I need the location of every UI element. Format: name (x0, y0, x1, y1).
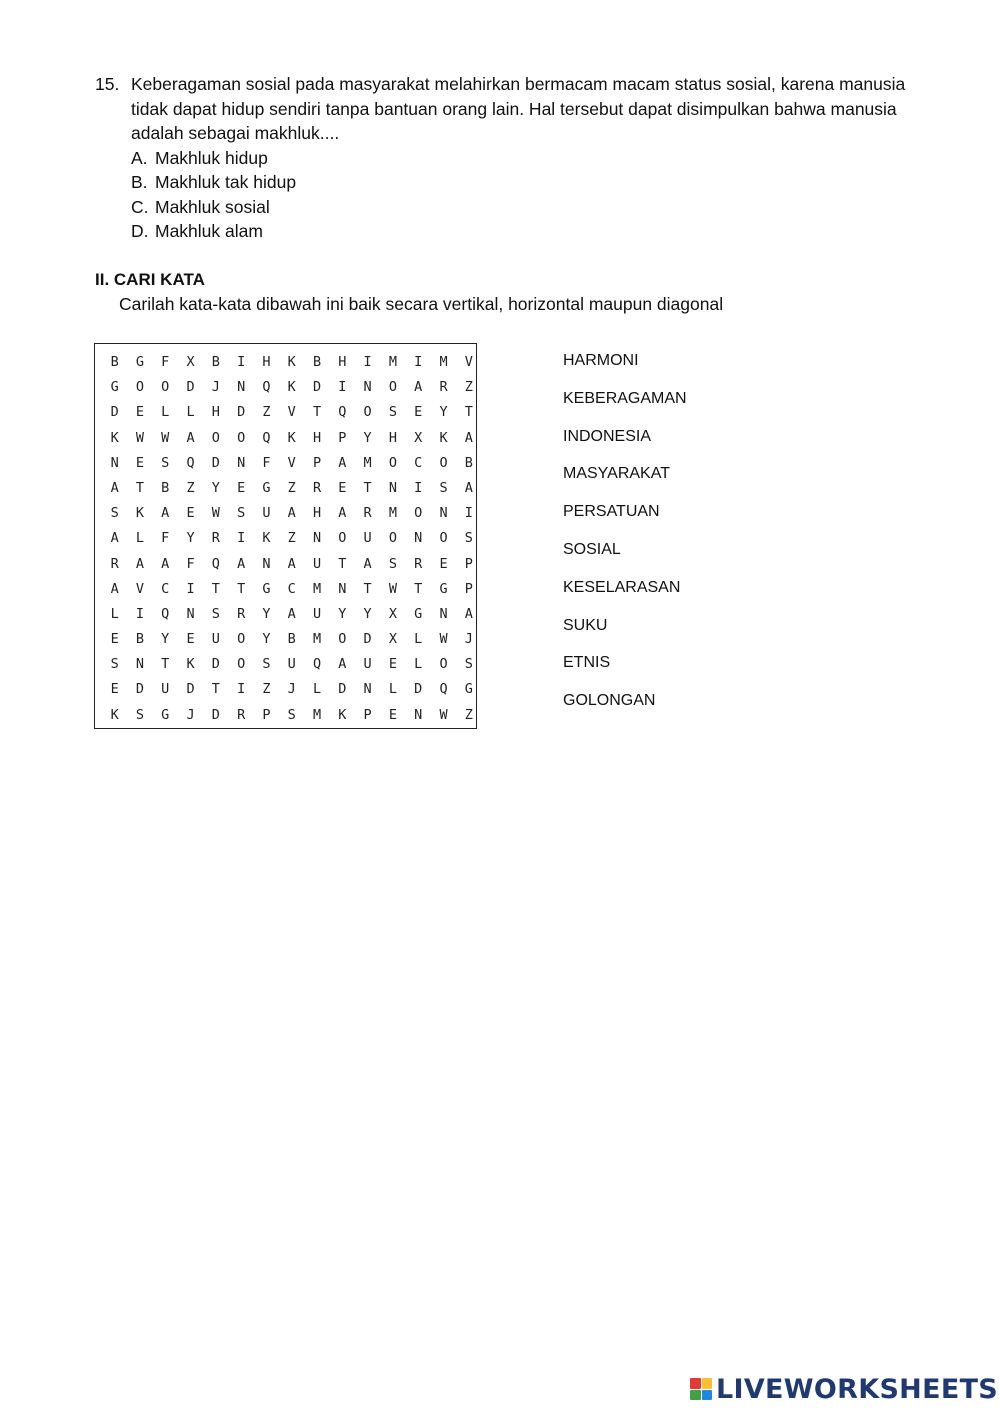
question-text: Keberagaman sosial pada masyarakat melahirkan bermacam macam status sosial, karena manusia tidak dapat hidup sendiri tanpa bantuan orang lain. Hal tersebut dapat disimpulkan bahwa manusia adalah sebagai makhluk.... (131, 74, 906, 143)
grid-letter[interactable]: M (439, 354, 448, 370)
grid-letter[interactable]: H (312, 429, 322, 446)
grid-letter[interactable]: D (312, 379, 322, 396)
grid-letter[interactable]: I (414, 479, 423, 496)
grid-letter[interactable]: S (135, 706, 145, 723)
grid-letter[interactable]: T (414, 580, 423, 597)
option-text: Makhluk hidup (155, 147, 268, 168)
grid-letter[interactable]: S (110, 656, 119, 673)
grid-letter[interactable]: U (262, 505, 271, 522)
grid-letter[interactable]: B (287, 631, 296, 648)
grid-letter[interactable]: N (388, 479, 397, 496)
grid-letter[interactable]: R (439, 379, 448, 396)
grid-row (102, 602, 481, 627)
grid-letter[interactable]: A (161, 555, 170, 572)
brand-logo (690, 1374, 998, 1404)
grid-letter[interactable]: H (388, 429, 397, 446)
grid-letter[interactable]: L (110, 605, 119, 622)
grid-letter[interactable]: W (388, 580, 397, 597)
grid-letter[interactable]: O (388, 530, 397, 547)
grid-letter[interactable]: I (237, 530, 246, 547)
grid-letter[interactable]: N (439, 605, 448, 622)
word-list-item: KEBERAGAMAN (563, 389, 687, 407)
option-text: Makhluk sosial (155, 196, 270, 217)
grid-letter[interactable]: H (211, 404, 220, 421)
option-letter: B. (131, 172, 148, 193)
grid-letter[interactable]: I (338, 379, 347, 396)
question-15 (95, 72, 915, 244)
grid-letter[interactable]: I (135, 605, 145, 622)
word-list-item: MASYARAKAT (563, 465, 670, 483)
grid-letter[interactable]: P (464, 555, 473, 572)
grid-letter[interactable]: K (287, 379, 296, 396)
option-text: Makhluk tak hidup (155, 172, 297, 193)
grid-letter[interactable]: M (388, 505, 397, 522)
grid-letter[interactable]: G (135, 354, 145, 370)
grid-letter[interactable]: N (312, 530, 322, 547)
grid-letter[interactable]: H (338, 354, 347, 370)
grid-letter[interactable]: Y (363, 605, 372, 622)
grid-letter[interactable]: A (464, 605, 473, 622)
grid-letter[interactable]: S (464, 530, 473, 547)
grid-letter[interactable]: M (388, 354, 397, 370)
word-list-item: INDONESIA (563, 427, 652, 445)
grid-letter[interactable]: U (312, 555, 322, 572)
grid-letter[interactable]: K (338, 706, 347, 723)
grid-letter[interactable]: B (211, 354, 220, 370)
grid-letter[interactable]: A (135, 555, 145, 572)
grid-letter[interactable]: M (312, 706, 322, 723)
grid-letter[interactable]: O (439, 530, 448, 547)
grid-letter[interactable]: B (312, 354, 322, 370)
grid-letter[interactable]: Y (338, 605, 347, 622)
grid-letter[interactable]: P (464, 580, 473, 597)
word-list-item: ETNIS (563, 654, 611, 672)
grid-letter[interactable]: P (363, 706, 372, 723)
grid-letter[interactable]: O (388, 379, 397, 396)
section-title: II. CARI KATA (95, 270, 205, 289)
grid-letter[interactable]: Z (464, 379, 473, 396)
grid-letter[interactable]: Z (287, 479, 296, 496)
grid-letter[interactable]: D (110, 404, 119, 421)
grid-letter[interactable]: O (439, 656, 448, 673)
grid-letter[interactable]: S (211, 605, 220, 622)
grid-letter[interactable]: A (338, 454, 347, 471)
grid-letter[interactable]: X (388, 631, 397, 648)
grid-letter[interactable]: Q (186, 454, 195, 471)
grid-letter[interactable]: T (211, 580, 220, 597)
grid-letter[interactable]: L (388, 681, 397, 698)
grid-letter[interactable]: R (414, 555, 423, 572)
grid-row (102, 677, 481, 702)
grid-letter[interactable]: G (161, 706, 170, 723)
grid-letter[interactable]: O (135, 379, 145, 396)
grid-letter[interactable]: N (363, 681, 372, 698)
grid-letter[interactable]: Y (262, 631, 271, 648)
grid-letter[interactable]: K (135, 505, 145, 522)
answer-option[interactable] (131, 146, 915, 171)
grid-letter[interactable]: O (237, 631, 246, 648)
grid-letter[interactable]: E (439, 555, 448, 572)
grid-row (102, 526, 481, 551)
grid-letter[interactable]: B (110, 354, 119, 370)
grid-letter[interactable]: Q (262, 429, 271, 446)
answer-option[interactable] (131, 219, 915, 244)
grid-letter[interactable]: S (464, 656, 473, 673)
grid-letter[interactable]: E (186, 505, 195, 522)
word-search-grid (94, 343, 477, 729)
grid-letter[interactable]: Y (363, 429, 372, 446)
grid-letter[interactable]: C (161, 580, 170, 597)
grid-letter[interactable]: O (388, 454, 397, 471)
grid-letter[interactable]: O (237, 656, 246, 673)
grid-letter[interactable]: F (262, 454, 271, 471)
grid-letter[interactable]: J (186, 706, 195, 723)
word-list-item: HARMONI (563, 352, 639, 369)
grid-letter[interactable]: D (186, 681, 195, 698)
grid-letter[interactable]: V (135, 580, 145, 597)
grid-letter[interactable]: U (312, 605, 322, 622)
grid-row (102, 552, 481, 577)
word-list-item: SUKU (563, 616, 608, 634)
grid-letter[interactable]: U (211, 631, 220, 648)
grid-letter[interactable]: K (287, 354, 296, 370)
grid-letter[interactable]: E (186, 631, 195, 648)
grid-letter[interactable]: S (110, 505, 119, 522)
grid-letter[interactable]: O (414, 505, 423, 522)
grid-letter[interactable]: T (211, 681, 220, 698)
option-letter: D. (131, 221, 149, 242)
grid-letter[interactable]: L (414, 656, 423, 673)
grid-letter[interactable]: D (338, 681, 347, 698)
grid-letter[interactable]: F (161, 354, 170, 370)
answer-option[interactable] (131, 170, 915, 195)
grid-letter[interactable]: Z (287, 530, 296, 547)
grid-letter[interactable]: I (237, 354, 246, 370)
grid-letter[interactable]: U (363, 530, 372, 547)
grid-letter[interactable]: K (262, 530, 271, 547)
grid-letter[interactable]: I (363, 354, 372, 370)
grid-letter[interactable]: A (464, 479, 473, 496)
grid-letter[interactable]: S (237, 505, 246, 522)
grid-letter[interactable]: Q (161, 605, 170, 622)
grid-letter[interactable]: E (414, 404, 423, 421)
grid-letter[interactable]: T (338, 555, 347, 572)
grid-letter[interactable]: J (211, 379, 220, 396)
grid-row (102, 426, 481, 451)
grid-row (102, 627, 481, 652)
option-letter: C. (131, 196, 149, 217)
grid-letter[interactable]: U (287, 656, 296, 673)
grid-letter[interactable]: N (414, 706, 423, 723)
grid-letter[interactable]: P (262, 706, 271, 723)
grid-letter[interactable]: A (110, 580, 119, 597)
grid-row (102, 400, 481, 425)
grid-letter[interactable]: F (186, 555, 195, 572)
grid-letter[interactable]: N (186, 605, 195, 622)
grid-letter[interactable]: L (186, 404, 195, 421)
word-list-item: GOLONGAN (563, 692, 656, 710)
grid-letter[interactable]: D (186, 379, 195, 396)
grid-letter[interactable]: A (464, 429, 473, 446)
word-list-item: KESELARASAN (563, 578, 681, 596)
grid-letter[interactable]: K (186, 656, 195, 673)
grid-letter[interactable]: F (161, 530, 170, 547)
grid-letter[interactable]: Y (439, 404, 448, 421)
grid-letter[interactable]: P (338, 429, 347, 446)
grid-letter[interactable]: Z (186, 479, 195, 496)
grid-letter[interactable]: A (287, 605, 296, 622)
grid-letter[interactable]: N (414, 530, 423, 547)
grid-letter[interactable]: G (110, 379, 119, 396)
answer-options (131, 146, 915, 244)
grid-letter[interactable]: R (312, 479, 322, 496)
grid-letter[interactable]: R (237, 706, 246, 723)
grid-row (102, 375, 481, 400)
grid-letter[interactable]: G (262, 479, 271, 496)
grid-letter[interactable]: Q (338, 404, 347, 421)
grid-letter[interactable]: L (312, 681, 322, 698)
section-instruction: Carilah kata-kata dibawah ini baik secara vertikal, horizontal maupun diagonal (119, 294, 724, 314)
grid-letter[interactable]: D (211, 454, 220, 471)
grid-letter[interactable]: X (388, 605, 397, 622)
grid-letter[interactable]: K (439, 429, 448, 446)
grid-letter[interactable]: O (161, 379, 170, 396)
grid-letter[interactable]: W (439, 631, 448, 648)
grid-letter[interactable]: D (414, 681, 423, 698)
grid-letter[interactable]: A (414, 379, 423, 396)
grid-letter[interactable]: T (135, 479, 145, 496)
grid-letter[interactable]: S (439, 479, 448, 496)
grid-letter[interactable]: H (312, 505, 322, 522)
grid-letter[interactable]: R (237, 605, 246, 622)
grid-letter[interactable]: B (464, 454, 473, 471)
grid-letter[interactable]: I (186, 580, 195, 597)
grid-letter[interactable]: M (312, 631, 322, 648)
grid-letter[interactable]: R (211, 530, 220, 547)
grid-letter[interactable]: T (237, 580, 246, 597)
grid-letter[interactable]: G (439, 580, 448, 597)
grid-letter[interactable]: T (312, 404, 322, 421)
grid-letter[interactable]: S (388, 404, 397, 421)
grid-letter[interactable]: L (161, 404, 170, 421)
grid-letter[interactable]: G (262, 580, 271, 597)
grid-letter[interactable]: E (110, 631, 119, 648)
grid-letter[interactable]: Y (211, 479, 220, 496)
grid-row (102, 577, 481, 602)
grid-letter[interactable]: W (211, 505, 220, 522)
grid-letter[interactable]: A (287, 555, 296, 572)
grid-letter[interactable]: E (237, 479, 246, 496)
grid-letter[interactable]: L (135, 530, 145, 547)
grid-letter[interactable]: B (161, 479, 170, 496)
grid-letter[interactable]: O (338, 530, 347, 547)
grid-letter[interactable]: H (262, 354, 271, 370)
grid-row (102, 652, 481, 677)
grid-letter[interactable]: V (287, 404, 296, 421)
grid-letter[interactable]: G (464, 681, 473, 698)
grid-letter[interactable]: E (135, 454, 145, 471)
grid-letter[interactable]: W (161, 429, 170, 446)
word-list-item: SOSIAL (563, 540, 621, 558)
grid-letter[interactable]: I (414, 354, 423, 370)
grid-letter[interactable]: S (388, 555, 397, 572)
grid-letter[interactable]: Q (439, 681, 448, 698)
grid-letter[interactable]: S (161, 454, 170, 471)
grid-letter[interactable]: A (363, 555, 372, 572)
grid-letter[interactable]: O (363, 404, 372, 421)
grid-letter[interactable]: Y (262, 605, 271, 622)
grid-letter[interactable]: K (110, 429, 119, 446)
grid-letter[interactable]: V (464, 354, 473, 370)
grid-letter[interactable]: T (363, 479, 372, 496)
grid-letter[interactable]: A (110, 530, 119, 547)
grid-letter[interactable]: M (363, 454, 372, 471)
grid-letter[interactable]: D (211, 706, 220, 723)
option-text: Makhluk alam (155, 221, 263, 242)
grid-row (102, 350, 481, 375)
grid-letter[interactable]: X (186, 354, 195, 370)
grid-letter[interactable]: Q (262, 379, 271, 396)
grid-row (102, 501, 481, 526)
grid-letter[interactable]: O (211, 429, 220, 446)
grid-letter[interactable]: P (312, 454, 322, 471)
grid-row (102, 703, 481, 728)
grid-letter[interactable]: V (287, 454, 296, 471)
grid-letter[interactable]: N (237, 454, 246, 471)
grid-letter[interactable]: N (338, 580, 347, 597)
grid-letter[interactable]: R (363, 505, 372, 522)
grid-letter[interactable]: D (135, 681, 145, 698)
grid-letter[interactable]: X (414, 429, 423, 446)
grid-letter[interactable]: N (110, 454, 119, 471)
grid-letter[interactable]: N (237, 379, 246, 396)
grid-letter[interactable]: A (338, 505, 347, 522)
grid-letter[interactable]: A (161, 505, 170, 522)
grid-letter[interactable]: Z (262, 681, 271, 698)
grid-letter[interactable]: Y (161, 631, 170, 648)
grid-letter[interactable]: N (135, 656, 145, 673)
grid-letter[interactable]: T (161, 656, 170, 673)
grid-letter[interactable]: O (237, 429, 246, 446)
grid-letter[interactable]: U (161, 681, 170, 698)
brand-name: LIVEWORKSHEETS (716, 1373, 999, 1405)
grid-letter[interactable]: N (363, 379, 372, 396)
grid-letter[interactable]: N (439, 505, 448, 522)
grid-letter[interactable]: I (237, 681, 246, 698)
grid-letter[interactable]: Z (262, 404, 271, 421)
grid-letter[interactable]: E (388, 656, 397, 673)
grid-letter[interactable]: D (237, 404, 246, 421)
grid-letter[interactable]: S (262, 656, 271, 673)
grid-letter[interactable]: A (338, 656, 347, 673)
grid-letter[interactable]: Z (464, 706, 473, 723)
grid-letter[interactable]: D (211, 656, 220, 673)
grid-letter[interactable]: Q (312, 656, 322, 673)
grid-letter[interactable]: Q (211, 555, 220, 572)
grid-row (102, 476, 481, 501)
grid-letter[interactable]: E (338, 479, 347, 496)
grid-letter[interactable]: E (135, 404, 145, 421)
grid-letter[interactable]: M (312, 580, 322, 597)
grid-letter[interactable]: A (186, 429, 195, 446)
grid-letter[interactable]: L (414, 631, 423, 648)
grid-letter[interactable]: N (262, 555, 271, 572)
liveworksheets-icon (690, 1378, 712, 1400)
grid-letter[interactable]: G (414, 605, 423, 622)
grid-letter[interactable]: T (464, 404, 473, 421)
grid-letter[interactable]: I (464, 505, 473, 522)
grid-letter[interactable]: C (414, 454, 423, 471)
option-letter: A. (131, 147, 148, 168)
grid-letter[interactable]: U (363, 656, 372, 673)
grid-letter[interactable]: W (439, 706, 448, 723)
grid-letter[interactable]: E (110, 681, 119, 698)
grid-letter[interactable]: R (110, 555, 119, 572)
grid-letter[interactable]: D (363, 631, 372, 648)
grid-letter[interactable]: E (388, 706, 397, 723)
question-number: 15. (95, 74, 120, 94)
grid-letter[interactable]: A (287, 505, 296, 522)
grid-letter[interactable]: T (363, 580, 372, 597)
grid-letter[interactable]: J (464, 631, 473, 648)
grid-letter[interactable]: C (287, 580, 296, 597)
grid-letter[interactable]: B (135, 631, 145, 648)
word-list-item: PERSATUAN (563, 503, 660, 521)
grid-letter[interactable]: A (110, 479, 119, 496)
grid-letter[interactable]: O (439, 454, 448, 471)
grid-letter[interactable]: K (287, 429, 296, 446)
grid-letter[interactable]: K (110, 706, 119, 723)
answer-option[interactable] (131, 195, 915, 220)
grid-letter[interactable]: O (338, 631, 347, 648)
grid-letter[interactable]: W (135, 429, 145, 446)
grid-letter[interactable]: S (287, 706, 296, 723)
grid-row (102, 451, 481, 476)
grid-letter[interactable]: J (287, 681, 296, 698)
grid-letter[interactable]: A (237, 555, 246, 572)
grid-letter[interactable]: Y (186, 530, 195, 547)
word-list (563, 350, 687, 728)
